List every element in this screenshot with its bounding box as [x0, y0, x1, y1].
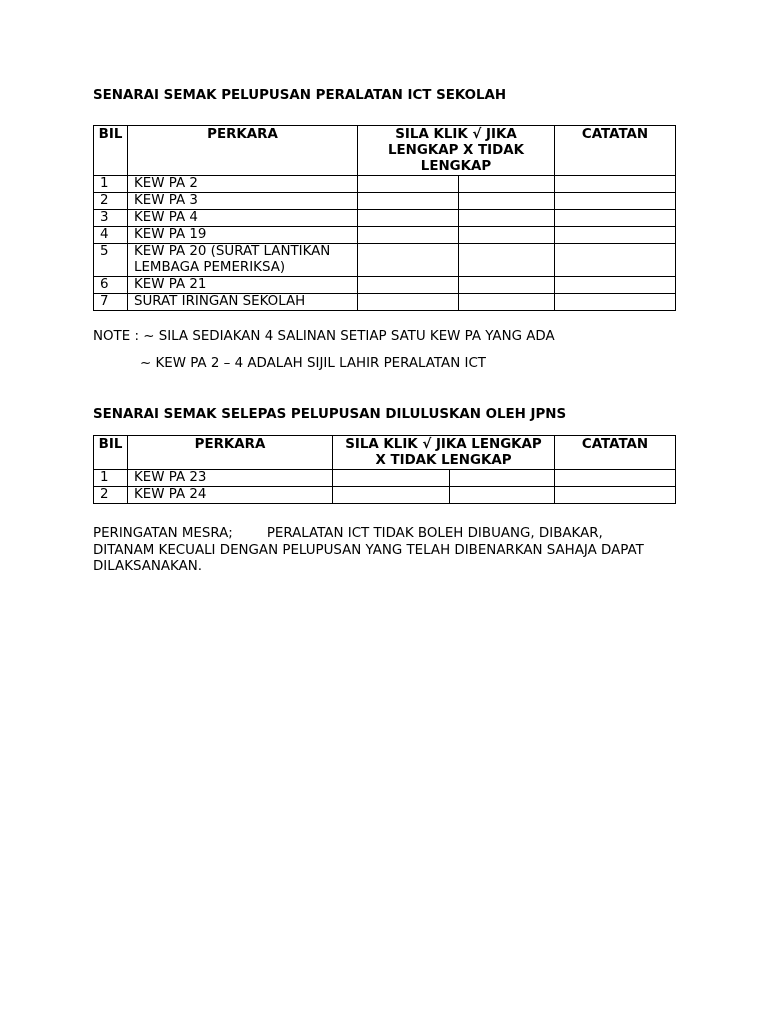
cell-bil: 3 — [94, 210, 128, 227]
cell-incomplete[interactable] — [459, 277, 555, 294]
cell-complete[interactable] — [333, 487, 450, 504]
cell-catatan[interactable] — [555, 227, 676, 244]
table-header-row — [94, 126, 676, 176]
cell-complete[interactable] — [358, 210, 459, 227]
cell-incomplete[interactable] — [459, 193, 555, 210]
cell-incomplete[interactable] — [459, 244, 555, 277]
cell-bil: 1 — [94, 470, 128, 487]
table-row — [94, 487, 676, 504]
cell-catatan[interactable] — [555, 244, 676, 277]
cell-incomplete[interactable] — [459, 227, 555, 244]
cell-perkara: KEW PA 3 — [128, 193, 358, 210]
cell-bil: 5 — [94, 244, 128, 277]
table-row — [94, 470, 676, 487]
cell-catatan[interactable] — [555, 487, 676, 504]
cell-incomplete[interactable] — [459, 176, 555, 193]
note-birth-certificate: ~ KEW PA 2 – 4 ADALAH SIJIL LAHIR PERALATAN ICT — [140, 356, 486, 371]
cell-bil: 6 — [94, 277, 128, 294]
post-approval-checklist-table — [93, 435, 676, 504]
cell-perkara: KEW PA 4 — [128, 210, 358, 227]
cell-perkara: KEW PA 2 — [128, 176, 358, 193]
cell-complete[interactable] — [358, 193, 459, 210]
cell-incomplete[interactable] — [459, 210, 555, 227]
column-header-check: SILA KLIK √ JIKA LENGKAP X TIDAK LENGKAP — [333, 436, 555, 470]
cell-complete[interactable] — [358, 277, 459, 294]
cell-catatan[interactable] — [555, 210, 676, 227]
table-row — [94, 210, 676, 227]
cell-catatan[interactable] — [555, 294, 676, 311]
cell-incomplete[interactable] — [459, 294, 555, 311]
column-header-catatan: CATATAN — [555, 126, 676, 176]
cell-perkara: KEW PA 23 — [128, 470, 333, 487]
column-header-catatan: CATATAN — [555, 436, 676, 470]
cell-complete[interactable] — [358, 244, 459, 277]
cell-catatan[interactable] — [555, 470, 676, 487]
checklist-title-post-approval: SENARAI SEMAK SELEPAS PELUPUSAN DILULUSKAN OLEH JPNS — [93, 407, 567, 422]
table-row — [94, 294, 676, 311]
reminder-label: PERINGATAN MESRA; — [93, 526, 233, 541]
cell-perkara: KEW PA 20 (SURAT LANTIKAN LEMBAGA PEMERIKSA) — [128, 244, 358, 277]
reminder-text: PERALATAN ICT TIDAK BOLEH DIBUANG, DIBAKAR, DITANAM KECUALI DENGAN PELUPUSAN YANG TELAH DIBENARKAN SAHAJA DAPAT DILAKSANAKAN. — [93, 526, 644, 574]
column-header-bil: BIL — [94, 126, 128, 176]
friendly-reminder — [93, 526, 653, 576]
cell-incomplete[interactable] — [450, 487, 555, 504]
note-copies: NOTE : ~ SILA SEDIAKAN 4 SALINAN SETIAP SATU KEW PA YANG ADA — [93, 329, 555, 344]
column-header-perkara: PERKARA — [128, 436, 333, 470]
table-row — [94, 176, 676, 193]
table-row — [94, 277, 676, 294]
cell-perkara: SURAT IRINGAN SEKOLAH — [128, 294, 358, 311]
cell-perkara: KEW PA 24 — [128, 487, 333, 504]
cell-catatan[interactable] — [555, 193, 676, 210]
column-header-perkara: PERKARA — [128, 126, 358, 176]
cell-catatan[interactable] — [555, 277, 676, 294]
cell-bil: 7 — [94, 294, 128, 311]
cell-catatan[interactable] — [555, 176, 676, 193]
table-row — [94, 193, 676, 210]
table-header-row — [94, 436, 676, 470]
cell-complete[interactable] — [358, 294, 459, 311]
cell-bil: 2 — [94, 487, 128, 504]
cell-complete[interactable] — [358, 227, 459, 244]
disposal-checklist-table — [93, 125, 676, 311]
checklist-title-disposal: SENARAI SEMAK PELUPUSAN PERALATAN ICT SEKOLAH — [93, 88, 507, 103]
cell-complete[interactable] — [333, 470, 450, 487]
cell-bil: 1 — [94, 176, 128, 193]
column-header-check: SILA KLIK √ JIKA LENGKAP X TIDAK LENGKAP — [358, 126, 555, 176]
column-header-bil: BIL — [94, 436, 128, 470]
cell-perkara: KEW PA 19 — [128, 227, 358, 244]
table-row — [94, 227, 676, 244]
cell-complete[interactable] — [358, 176, 459, 193]
cell-bil: 4 — [94, 227, 128, 244]
table-row — [94, 244, 676, 277]
cell-perkara: KEW PA 21 — [128, 277, 358, 294]
cell-incomplete[interactable] — [450, 470, 555, 487]
cell-bil: 2 — [94, 193, 128, 210]
